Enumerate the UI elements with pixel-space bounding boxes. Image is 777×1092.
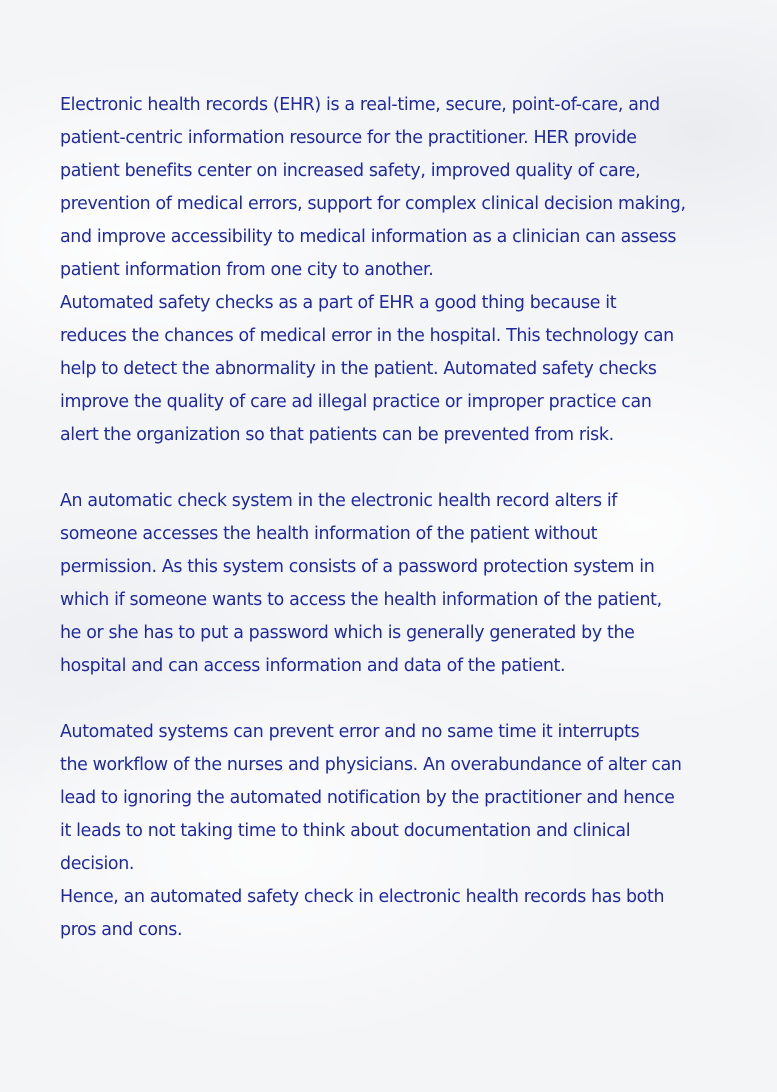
text-line: lead to ignoring the automated notification by the practitioner and hence: [60, 788, 675, 808]
text-line: it leads to not taking time to think about documentation and clinical: [60, 821, 631, 841]
text-line: decision.: [60, 854, 135, 874]
text-line: help to detect the abnormality in the patient. Automated safety checks: [60, 359, 657, 379]
text-line: and improve accessibility to medical information as a clinician can assess: [60, 227, 677, 247]
text-line: hospital and can access information and data of the patient.: [60, 656, 566, 676]
handwritten-essay: [60, 89, 735, 947]
paragraph-safety-checks: [60, 287, 735, 452]
paragraph-workflow-interruption: [60, 716, 735, 881]
text-line: the workflow of the nurses and physicians. An overabundance of alter can: [60, 755, 682, 775]
text-line: Automated safety checks as a part of EHR a good thing because it: [60, 293, 617, 313]
text-line: patient benefits center on increased safety, improved quality of care,: [60, 161, 641, 181]
text-line: he or she has to put a password which is generally generated by the: [60, 623, 635, 643]
text-line: prevention of medical errors, support for complex clinical decision making,: [60, 194, 686, 214]
paragraph-password-protection: [60, 485, 735, 683]
text-line: Electronic health records (EHR) is a real-time, secure, point-of-care, and: [60, 95, 660, 115]
text-line: patient information from one city to another.: [60, 260, 434, 280]
text-line: Automated systems can prevent error and no same time it interrupts: [60, 722, 640, 742]
text-line: An automatic check system in the electronic health record alters if: [60, 491, 618, 511]
text-line: alert the organization so that patients can be prevented from risk.: [60, 425, 614, 445]
text-line: patient-centric information resource for the practitioner. HER provide: [60, 128, 637, 148]
text-line: Hence, an automated safety check in electronic health records has both: [60, 887, 665, 907]
text-line: someone accesses the health information of the patient without: [60, 524, 598, 544]
text-line: which if someone wants to access the health information of the patient,: [60, 590, 662, 610]
text-line: permission. As this system consists of a password protection system in: [60, 557, 655, 577]
text-line: improve the quality of care ad illegal practice or improper practice can: [60, 392, 652, 412]
paragraph-spacer: [60, 683, 735, 716]
paragraph-spacer: [60, 452, 735, 485]
text-line: reduces the chances of medical error in the hospital. This technology can: [60, 326, 674, 346]
paragraph-ehr-definition: [60, 89, 735, 287]
text-line: pros and cons.: [60, 920, 183, 940]
paragraph-conclusion: [60, 881, 735, 947]
